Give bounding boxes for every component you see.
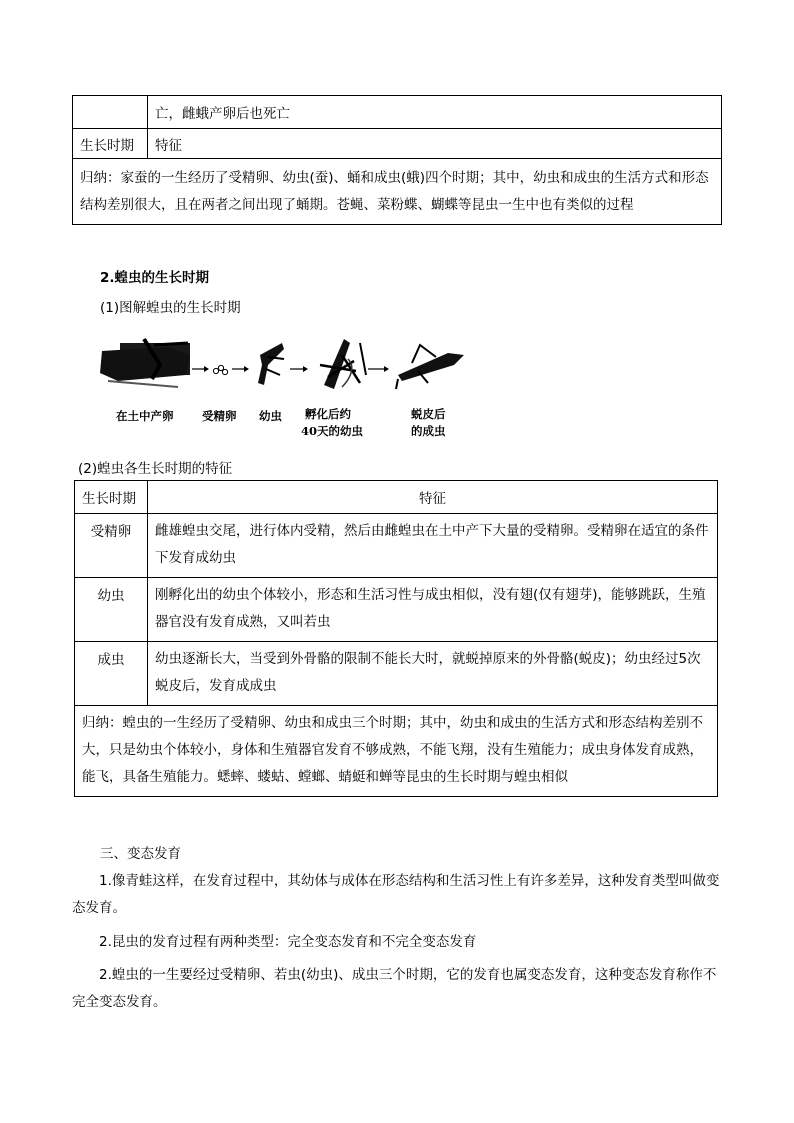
header-stage: 生长时期	[73, 129, 148, 159]
stage-cell: 成虫	[75, 642, 148, 706]
header-feature: 特征	[148, 481, 718, 514]
arrow-icon	[192, 366, 209, 372]
caption-adult-line2: 的成虫	[411, 424, 446, 438]
egg-laying-illustration	[100, 339, 190, 387]
nymph-illustration	[258, 343, 284, 385]
table-cell-empty	[73, 96, 148, 129]
stage-cell: 幼虫	[75, 578, 148, 642]
locust-stages-illustration	[98, 335, 470, 440]
feature-cell: 幼虫逐渐长大，当受到外骨骼的限制不能长大时，就蜕掉原来的外骨骼(蜕皮)；幼虫经过5次蜕皮后，发育成成虫	[148, 642, 718, 706]
table-row	[75, 578, 718, 642]
table-row	[75, 642, 718, 706]
section-heading: 三、变态发育	[100, 846, 181, 862]
older-nymph-illustration	[320, 339, 366, 389]
table-header-row	[73, 129, 722, 159]
section-heading: 2.蝗虫的生长时期	[100, 270, 210, 286]
header-feature: 特征	[148, 129, 722, 159]
paragraph: 1.像青蛙这样，在发育过程中，其幼体与成体在形态结构和生活习性上有许多差异，这种发育类型叫做变态发育。	[72, 873, 720, 916]
paragraph: 2.蝗虫的一生要经过受精卵、若虫(幼虫)、成虫三个时期，它的发育也属变态发育，这种变态发育称作不完全变态发育。	[72, 967, 717, 1010]
caption-nymph: 幼虫	[259, 409, 282, 423]
arrow-icon	[368, 366, 389, 372]
feature-cell: 雌雄蝗虫交尾，进行体内受精，然后由雌蝗虫在土中产下大量的受精卵。受精卵在适宜的条件下发育成幼虫	[148, 514, 718, 578]
arrow-icon	[290, 366, 308, 372]
subheading-features: (2)蝗虫各生长时期的特征	[78, 461, 233, 477]
paragraph: 2.昆虫的发育过程有两种类型：完全变态发育和不完全变态发育	[99, 934, 477, 950]
caption-egg-laying: 在土中产卵	[116, 409, 174, 423]
stage-cell: 受精卵	[75, 514, 148, 578]
adult-locust-illustration	[396, 345, 464, 389]
subheading-diagram: (1)图解蝗虫的生长时期	[100, 300, 241, 316]
caption-hatched-line1: 孵化后约	[305, 407, 351, 421]
feature-cell: 刚孵化出的幼虫个体较小，形态和生活习性与成虫相似，没有翅(仅有翅芽)，能够跳跃，生殖器官没有发育成熟，又叫若虫	[148, 578, 718, 642]
table-row	[73, 96, 722, 129]
summary-row	[73, 159, 722, 225]
caption-hatched-line2: 40天的幼虫	[301, 424, 364, 438]
caption-fertilized-egg: 受精卵	[202, 409, 237, 423]
locust-stages-figure	[98, 335, 470, 440]
table-row	[75, 514, 718, 578]
table-header-row	[75, 481, 718, 514]
arrow-icon	[232, 366, 249, 372]
silkworm-table	[72, 95, 722, 225]
summary-row	[75, 706, 718, 797]
header-stage: 生长时期	[75, 481, 148, 514]
table-cell: 亡，雌蛾产卵后也死亡	[148, 96, 722, 129]
summary-cell: 归纳：家蚕的一生经历了受精卵、幼虫(蚕)、蛹和成虫(蛾)四个时期；其中，幼虫和成虫的生活方式和形态结构差别很大，且在两者之间出现了蛹期。苍蝇、菜粉蝶、蝴蝶等昆虫一生中也有类似的过程	[73, 159, 722, 225]
locust-table	[74, 480, 718, 797]
summary-cell: 归纳：蝗虫的一生经历了受精卵、幼虫和成虫三个时期；其中，幼虫和成虫的生活方式和形态结构差别不大，只是幼虫个体较小，身体和生殖器官发育不够成熟，不能飞翔，没有生殖能力；成虫身体发育成熟，能飞，具备生殖能力。蟋蟀、蝼蛄、螳螂、蜻蜓和蝉等昆虫的生长时期与蝗虫相似	[75, 706, 718, 797]
egg-illustration	[213, 365, 227, 374]
caption-adult-line1: 蜕皮后	[411, 407, 446, 421]
